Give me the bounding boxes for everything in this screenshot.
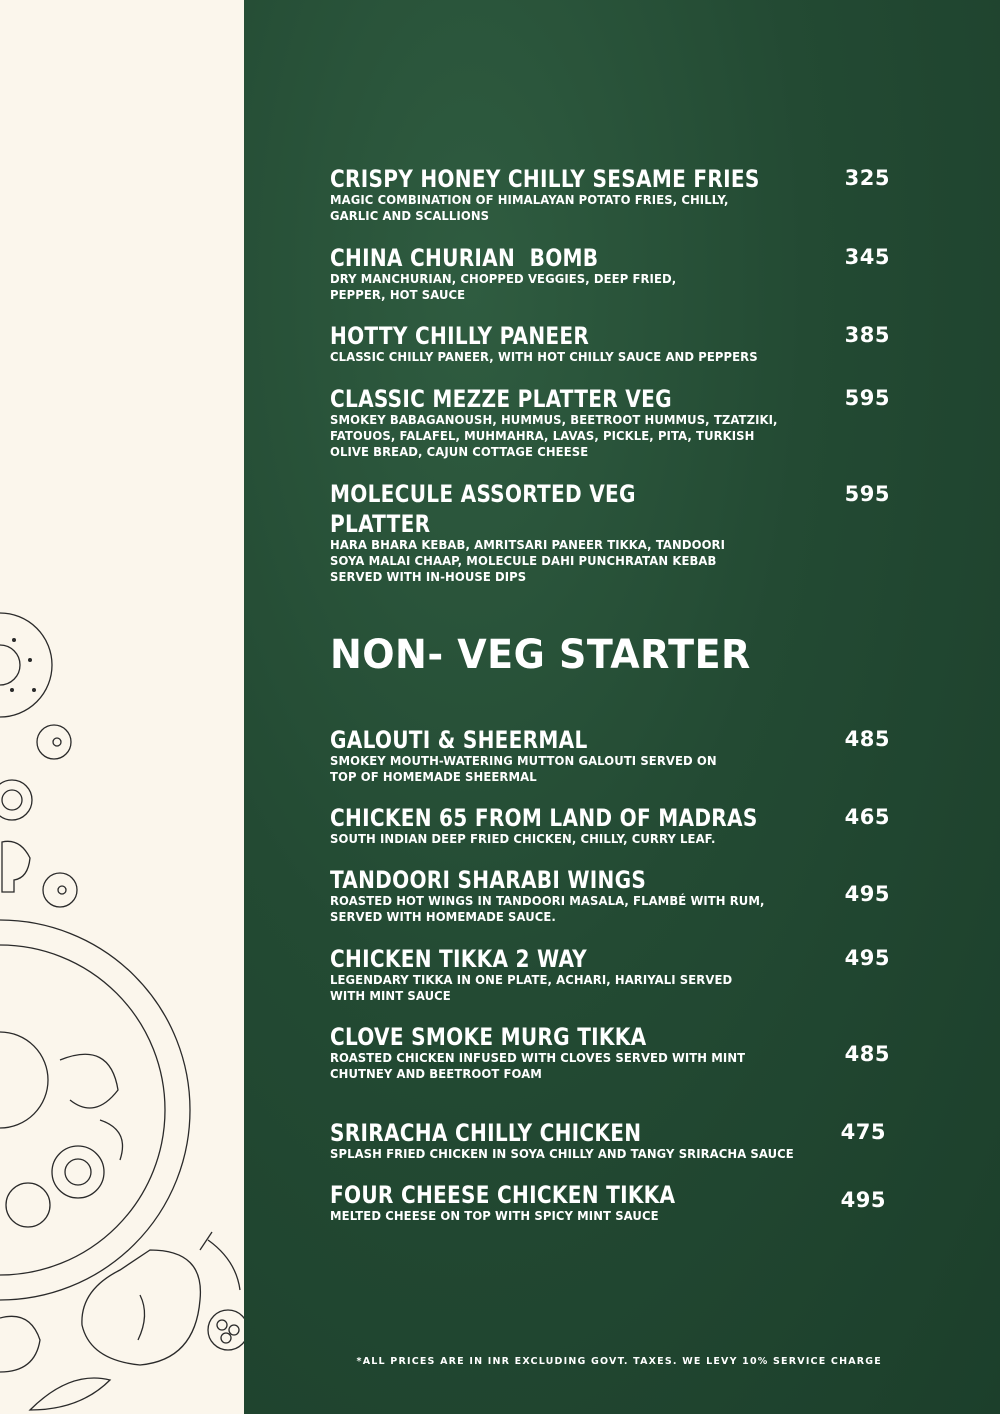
menu-item [330,725,890,785]
plate-sketch [0,920,190,1300]
item-price: 495 [844,882,890,906]
item-name: CHINA CHURIAN BOMB [330,244,599,272]
item-name: CLOVE SMOKE MURG TIKKA [330,1023,647,1051]
pear-sketch [82,1250,201,1365]
item-description: ROASTED CHICKEN INFUSED WITH CLOVES SERVED WITH MINT CHUTNEY AND BEETROOT FOAM [330,1050,746,1081]
item-name: MOLECULE ASSORTED VEG PLATTER [330,480,636,538]
item-price: 495 [840,1188,886,1212]
item-description: LEGENDARY TIKKA IN ONE PLATE, ACHARI, HARIYALI SERVED WITH MINT SAUCE [330,972,733,1003]
footnote: *ALL PRICES ARE IN INR EXCLUDING GOVT. TAXES. WE LEVY 10% SERVICE CHARGE [356,1356,882,1367]
item-price: 465 [844,805,890,829]
item-name: CLASSIC MEZZE PLATTER VEG [330,385,672,413]
blueberry-sketch [37,725,71,759]
menu-item [330,164,890,224]
item-price: 595 [844,386,890,410]
item-name: SRIRACHA CHILLY CHICKEN [330,1119,642,1147]
menu-item [330,321,890,365]
item-description: SMOKEY BABAGANOUSH, HUMMUS, BEETROOT HUMMUS, TZATZIKI, FATOUOS, FALAFEL, MUHMAHRA, LAVAS, PICKLE, PITA, TURKISH OLIVE BREAD, CAJUN COTTAGE CHEESE [330,412,778,459]
item-name: FOUR CHEESE CHICKEN TIKKA [330,1181,676,1209]
item-name: CHICKEN TIKKA 2 WAY [330,945,587,973]
food-illustration [0,0,244,1414]
decorative-sidebar [0,0,244,1414]
item-description: SMOKEY MOUTH-WATERING MUTTON GALOUTI SERVED ON TOP OF HOMEMADE SHEERMAL [330,753,717,784]
menu-item [330,1118,890,1162]
item-price: 485 [844,1042,890,1066]
item-description: CLASSIC CHILLY PANEER, WITH HOT CHILLY SAUCE AND PEPPERS [330,349,758,364]
item-name: HOTTY CHILLY PANEER [330,322,590,350]
section-title: NON- VEG STARTER [330,632,751,678]
menu-item [330,1022,890,1082]
item-description: HARA BHARA KEBAB, AMRITSARI PANEER TIKKA, TANDOORI SOYA MALAI CHAAP, MOLECULE DAHI PUNCHRATAN KEBAB SERVED WITH IN-HOUSE DIPS [330,537,726,584]
menu-item [330,865,890,925]
menu-item [330,479,890,585]
menu-item [330,803,890,847]
menu-item [330,384,890,460]
item-name: TANDOORI SHARABI WINGS [330,866,647,894]
menu-item [330,1180,890,1224]
item-description: DRY MANCHURIAN, CHOPPED VEGGIES, DEEP FRIED, PEPPER, HOT SAUCE [330,271,677,302]
donut-sketch [0,613,52,717]
menu-panel [244,0,1000,1414]
mushroom-sketch [2,841,30,892]
item-name: CRISPY HONEY CHILLY SESAME FRIES [330,165,760,193]
item-description: ROASTED HOT WINGS IN TANDOORI MASALA, FLAMBÉ WITH RUM, SERVED WITH HOMEMADE SAUCE. [330,893,765,924]
item-price: 475 [840,1120,886,1144]
item-description: SPLASH FRIED CHICKEN IN SOYA CHILLY AND TANGY SRIRACHA SAUCE [330,1146,794,1161]
item-name: CHICKEN 65 FROM LAND OF MADRAS [330,804,758,832]
menu-item [330,243,890,303]
item-price: 495 [844,946,890,970]
item-description: MAGIC COMBINATION OF HIMALAYAN POTATO FRIES, CHILLY, GARLIC AND SCALLIONS [330,192,729,223]
item-price: 595 [844,482,890,506]
menu-item [330,944,890,1004]
item-price: 485 [844,727,890,751]
item-price: 345 [844,245,890,269]
item-name: GALOUTI & SHEERMAL [330,726,588,754]
item-description: MELTED CHEESE ON TOP WITH SPICY MINT SAUCE [330,1208,659,1223]
item-description: SOUTH INDIAN DEEP FRIED CHICKEN, CHILLY, CURRY LEAF. [330,831,716,846]
item-price: 325 [844,166,890,190]
item-price: 385 [844,323,890,347]
